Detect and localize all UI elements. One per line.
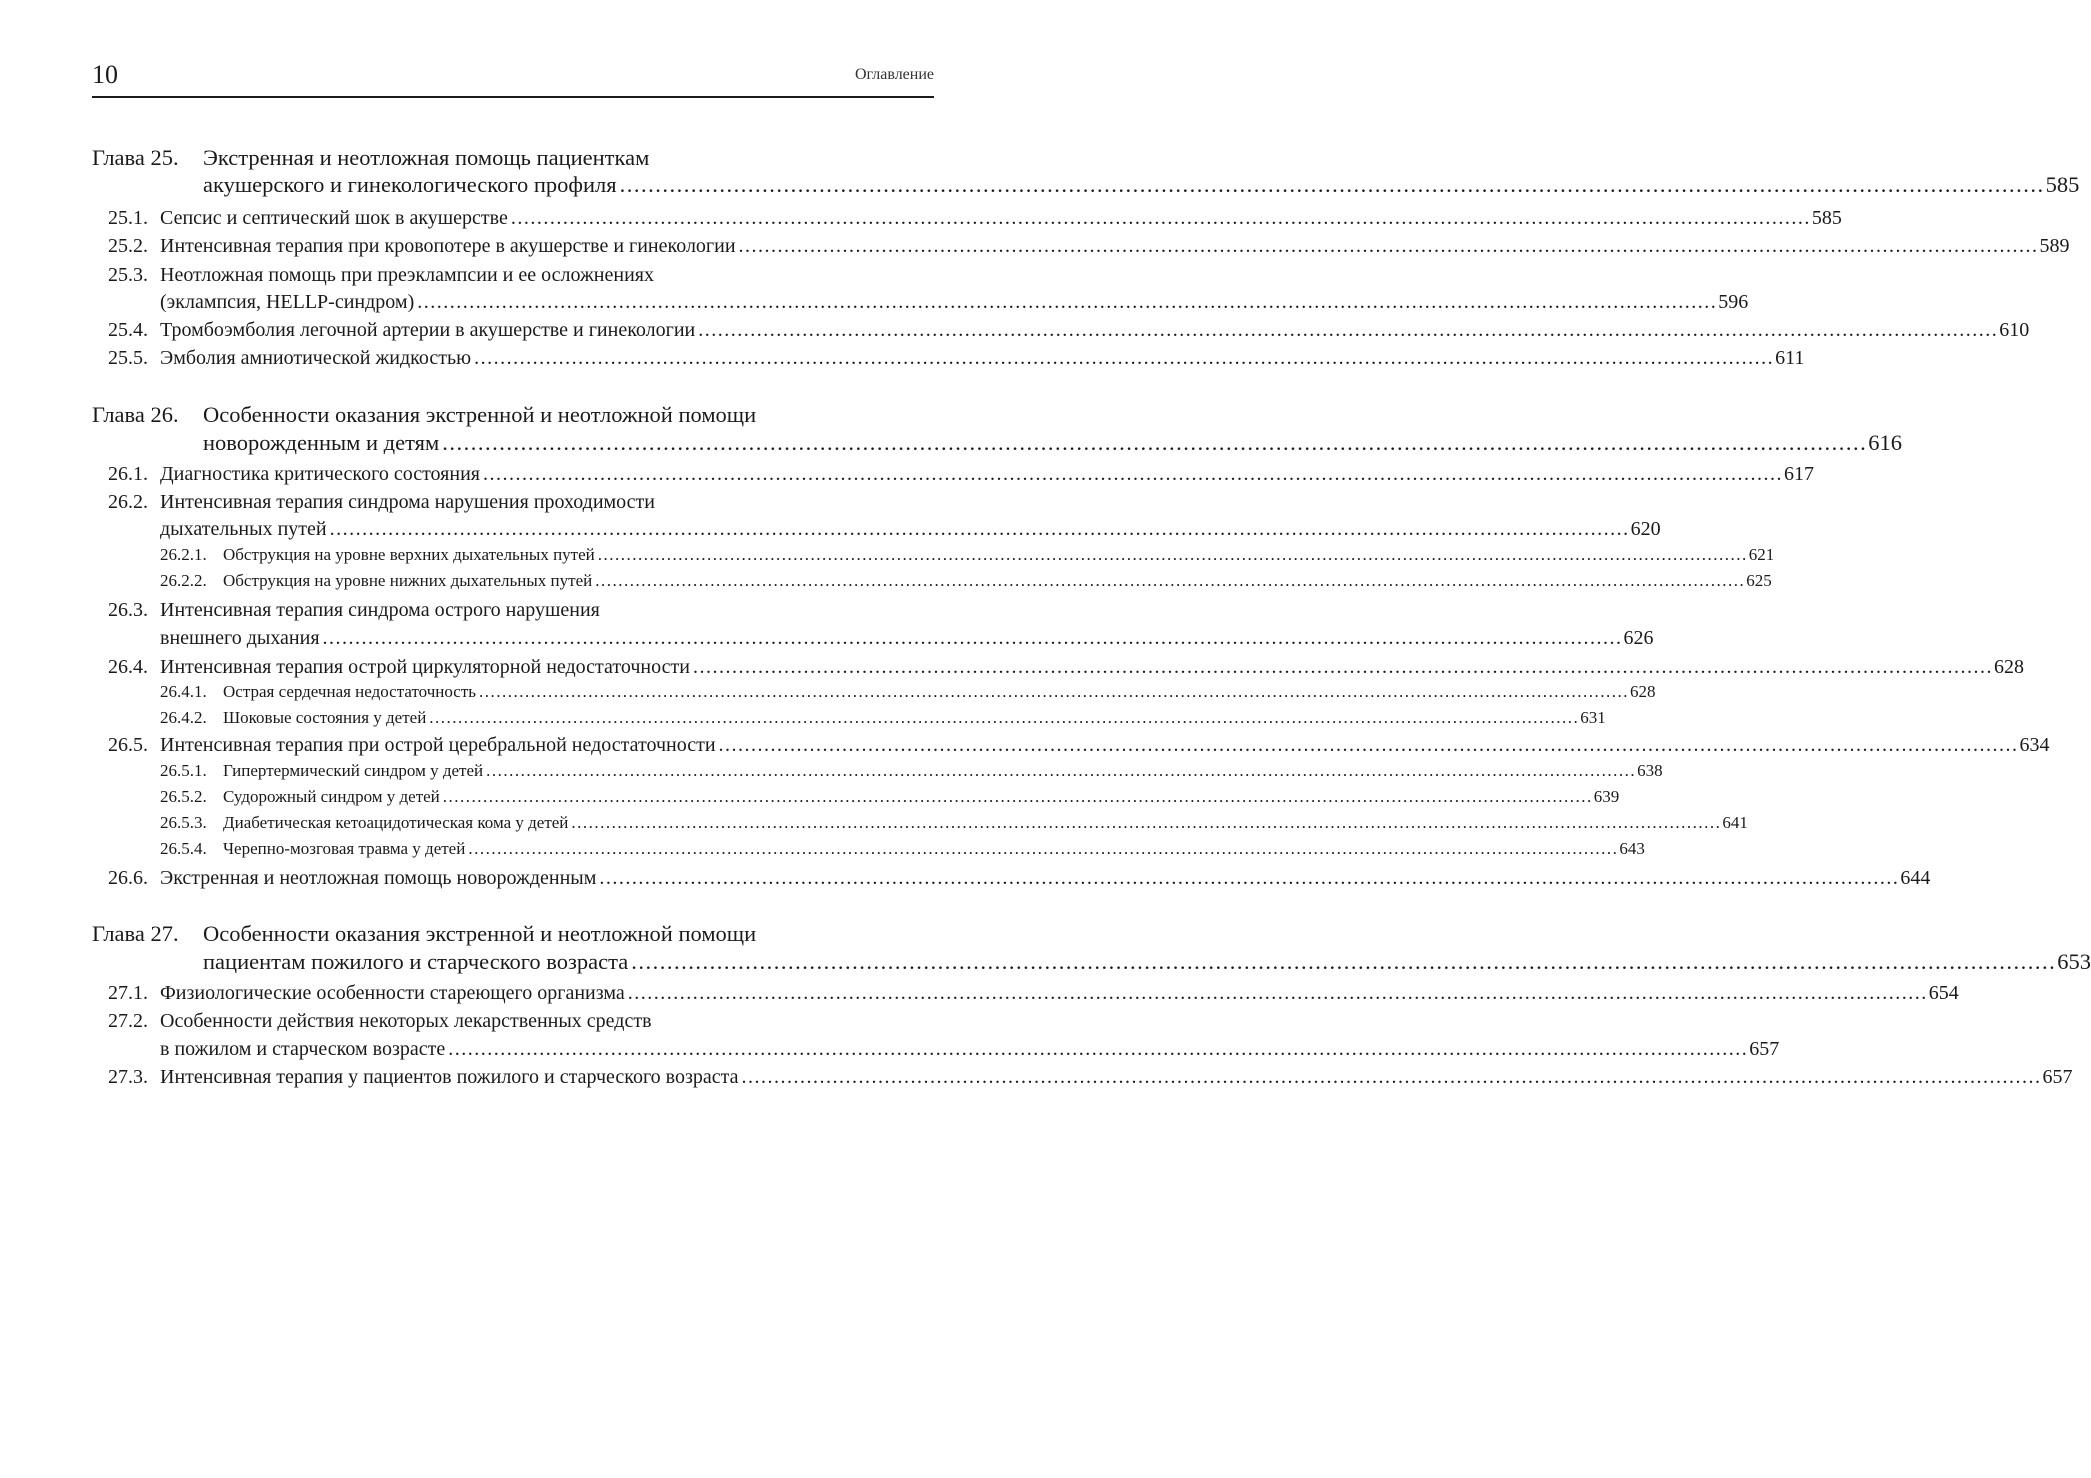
dot-leader: ........................................................................................................................................................................................................ (627, 982, 1928, 1004)
section-entry-title-line: Интенсивная терапия синдрома острого нарушения (160, 599, 600, 621)
subsection-entry (223, 682, 1656, 702)
section-entry-number: 26.6. (108, 867, 148, 889)
section-entry-title-line: Неотложная помощь при преэклампсии и ее осложнениях (160, 264, 654, 286)
section-entry-page: 644 (1900, 867, 1931, 889)
section-entry-line-2 (160, 518, 1661, 541)
section-entry-number: 25.1. (108, 207, 148, 229)
section-entry-line-2-title: дыхательных путей (160, 518, 327, 540)
section-entry-number: 25.2. (108, 235, 148, 257)
dot-leader: ........................................................................................................................................................................................................ (599, 867, 1900, 889)
section-entry-page: 611 (1775, 347, 1805, 369)
dot-leader: ........................................................................................................................................................................................................ (468, 839, 1619, 858)
subsection-entry-page: 641 (1722, 813, 1748, 832)
chapter-title-line-2-page: 616 (1868, 430, 1902, 455)
page-number: 10 (92, 60, 118, 89)
chapter-title-line-2 (203, 430, 1902, 456)
section-entry-number: 26.4. (108, 656, 148, 678)
section-entry-line-2-page: 626 (1623, 627, 1654, 649)
subsection-entry-number: 26.5.2. (160, 787, 207, 806)
dot-leader: ........................................................................................................................................................................................................ (429, 708, 1580, 727)
subsection-entry-number: 26.4.2. (160, 708, 207, 727)
section-entry (160, 207, 1842, 230)
dot-leader: ........................................................................................................................................................................................................ (571, 813, 1722, 832)
section-entry-line-2-title: внешнего дыхания (160, 627, 320, 649)
dot-leader: ........................................................................................................................................................................................................ (738, 235, 2039, 257)
section-entry-title: Интенсивная терапия при кровопотере в акушерстве и гинекологии (160, 235, 736, 257)
subsection-entry-title: Гипертермический синдром у детей (223, 761, 484, 780)
page-header (92, 58, 934, 98)
section-entry-title: Сепсис и септический шок в акушерстве (160, 207, 508, 229)
section-entry-title: Интенсивная терапия у пациентов пожилого и старческого возраста (160, 1066, 739, 1088)
dot-leader: ........................................................................................................................................................................................................ (718, 734, 2019, 756)
dot-leader: ........................................................................................................................................................................................................ (595, 571, 1746, 590)
section-entry-page: 634 (2019, 734, 2050, 756)
chapter-label: Глава 25. (92, 145, 179, 170)
subsection-entry (223, 761, 1663, 781)
section-entry (160, 347, 1805, 370)
chapter-title-line-2 (203, 172, 2080, 198)
section-entry-page: 610 (1999, 319, 2030, 341)
section-entry-number: 26.2. (108, 491, 148, 513)
dot-leader: ........................................................................................................................................................................................................ (448, 1038, 1749, 1060)
section-entry-number: 27.2. (108, 1010, 148, 1032)
dot-leader: ........................................................................................................................................................................................................ (619, 172, 2045, 197)
subsection-entry-title: Острая сердечная недостаточность (223, 682, 477, 701)
running-title: Оглавление (854, 66, 934, 83)
subsection-entry (223, 571, 1772, 591)
chapter-title-line-2-title: пациентам пожилого и старческого возраста (203, 949, 629, 974)
subsection-entry-title: Судорожный синдром у детей (223, 787, 440, 806)
section-entry-title: Диагностика критического состояния (160, 463, 480, 485)
dot-leader: ........................................................................................................................................................................................................ (417, 291, 1718, 313)
subsection-entry-number: 26.4.1. (160, 682, 207, 701)
section-entry-number: 25.4. (108, 319, 148, 341)
section-entry (160, 1066, 2073, 1089)
chapter-title-line-2-page: 653 (2057, 949, 2091, 974)
subsection-entry (223, 787, 1620, 807)
section-entry-title-line: Особенности действия некоторых лекарственных средств (160, 1010, 652, 1032)
subsection-entry-title: Шоковые состояния у детей (223, 708, 427, 727)
dot-leader: ........................................................................................................................................................................................................ (510, 207, 1811, 229)
section-entry-page: 617 (1783, 463, 1814, 485)
chapter-title-line-2-page: 585 (2045, 172, 2080, 197)
dot-leader: ........................................................................................................................................................................................................ (692, 656, 1993, 678)
chapter-title-line: Особенности оказания экстренной и неотложной помощи (203, 402, 757, 427)
section-entry-title: Интенсивная терапия при острой церебральной недостаточности (160, 734, 716, 756)
subsection-entry-number: 26.5.3. (160, 813, 207, 832)
dot-leader: ........................................................................................................................................................................................................ (486, 761, 1637, 780)
section-entry-title: Эмболия амниотической жидкостью (160, 347, 472, 369)
section-entry-title: Тромбоэмболия легочной артерии в акушерстве и гинекологии (160, 319, 696, 341)
section-entry-page: 585 (1811, 207, 1842, 229)
dot-leader: ........................................................................................................................................................................................................ (631, 949, 2057, 974)
section-entry-number: 27.3. (108, 1066, 148, 1088)
subsection-entry-number: 26.2.2. (160, 571, 207, 590)
dot-leader: ........................................................................................................................................................................................................ (597, 545, 1748, 564)
section-entry-line-2-page: 657 (1749, 1038, 1780, 1060)
subsection-entry-page: 625 (1746, 571, 1772, 590)
section-entry (160, 867, 1931, 890)
section-entry-title: Экстренная и неотложная помощь новорожденным (160, 867, 597, 889)
section-entry-number: 25.3. (108, 264, 148, 286)
chapter-title-line: Особенности оказания экстренной и неотложной помощи (203, 921, 757, 946)
dot-leader: ........................................................................................................................................................................................................ (698, 319, 1999, 341)
subsection-entry-page: 638 (1637, 761, 1663, 780)
section-entry-page: 657 (2042, 1066, 2073, 1088)
dot-leader: ........................................................................................................................................................................................................ (442, 430, 1868, 455)
subsection-entry-title: Диабетическая кетоацидотическая кома у детей (223, 813, 569, 832)
chapter-title-line: Экстренная и неотложная помощь пациенткам (203, 145, 650, 170)
section-entry-line-2 (160, 1038, 1780, 1061)
chapter-title-line-2-title: акушерского и гинекологического профиля (203, 172, 617, 197)
subsection-entry-page: 631 (1580, 708, 1606, 727)
subsection-entry-title: Обструкция на уровне нижних дыхательных путей (223, 571, 593, 590)
subsection-entry (223, 813, 1748, 833)
section-entry-number: 25.5. (108, 347, 148, 369)
subsection-entry-page: 639 (1593, 787, 1620, 806)
section-entry-title: Физиологические особенности стареющего организма (160, 982, 625, 1004)
dot-leader: ........................................................................................................................................................................................................ (479, 682, 1630, 701)
subsection-entry-number: 26.5.4. (160, 839, 207, 858)
subsection-entry-title: Обструкция на уровне верхних дыхательных путей (223, 545, 595, 564)
section-entry-title: Интенсивная терапия острой циркуляторной недостаточности (160, 656, 690, 678)
subsection-entry-number: 26.2.1. (160, 545, 207, 564)
dot-leader: ........................................................................................................................................................................................................ (474, 347, 1775, 369)
subsection-entry-page: 621 (1748, 545, 1775, 564)
dot-leader: ........................................................................................................................................................................................................ (741, 1066, 2042, 1088)
subsection-entry-page: 643 (1619, 839, 1645, 858)
section-entry-line-2-page: 596 (1718, 291, 1749, 313)
section-entry-line-2 (160, 291, 1749, 314)
subsection-entry (223, 545, 1775, 565)
section-entry (160, 319, 2030, 342)
section-entry (160, 235, 2070, 258)
section-entry (160, 463, 1814, 486)
chapter-title-line-2 (203, 949, 2091, 975)
section-entry-line-2-title: (эклампсия, HELLP-синдром) (160, 291, 415, 313)
section-entry-page: 654 (1928, 982, 1959, 1004)
section-entry (160, 982, 1959, 1005)
section-entry (160, 734, 2050, 757)
section-entry-number: 26.1. (108, 463, 148, 485)
section-entry-number: 26.3. (108, 599, 148, 621)
dot-leader: ........................................................................................................................................................................................................ (442, 787, 1593, 806)
chapter-label: Глава 27. (92, 921, 179, 946)
subsection-entry-page: 628 (1630, 682, 1656, 701)
subsection-entry-number: 26.5.1. (160, 761, 207, 780)
chapter-title-line-2-title: новорожденным и детям (203, 430, 440, 455)
section-entry (160, 656, 2024, 679)
subsection-entry (223, 839, 1645, 859)
section-entry-number: 27.1. (108, 982, 148, 1004)
subsection-entry (223, 708, 1606, 728)
dot-leader: ........................................................................................................................................................................................................ (322, 627, 1623, 649)
section-entry-page: 589 (2039, 235, 2070, 257)
section-entry-line-2 (160, 627, 1654, 650)
dot-leader: ........................................................................................................................................................................................................ (482, 463, 1783, 485)
section-entry-number: 26.5. (108, 734, 148, 756)
section-entry-line-2-page: 620 (1630, 518, 1661, 540)
section-entry-title-line: Интенсивная терапия синдрома нарушения проходимости (160, 491, 655, 513)
chapter-label: Глава 26. (92, 402, 179, 427)
dot-leader: ........................................................................................................................................................................................................ (329, 518, 1630, 540)
section-entry-page: 628 (1993, 656, 2024, 678)
subsection-entry-title: Черепно-мозговая травма у детей (223, 839, 466, 858)
section-entry-line-2-title: в пожилом и старческом возрасте (160, 1038, 446, 1060)
